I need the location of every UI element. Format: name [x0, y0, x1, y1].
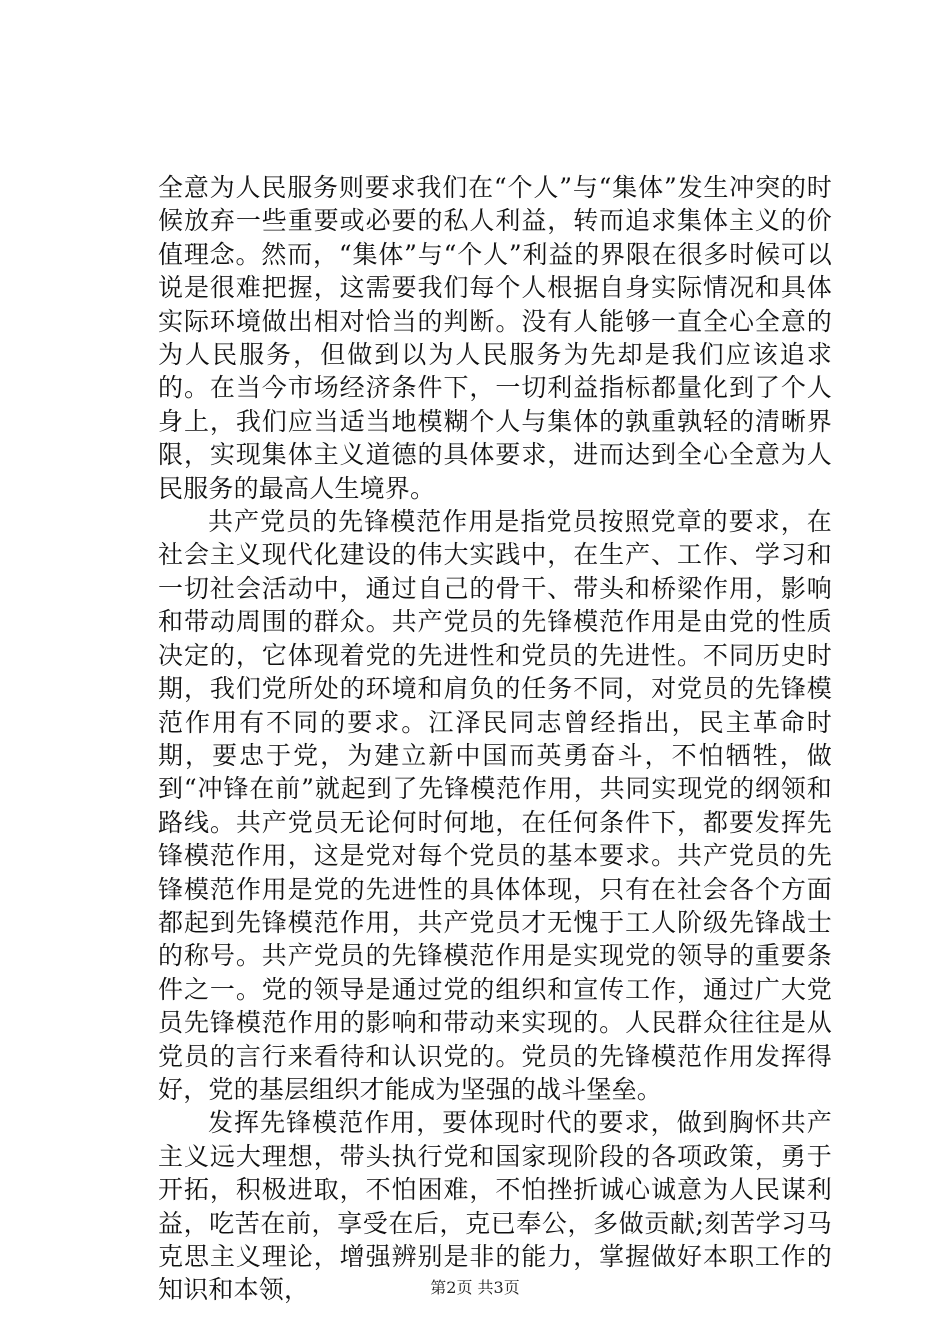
- paragraph-3: 发挥先锋模范作用，要体现时代的要求，做到胸怀共产主义远大理想，带头执行党和国家现阶段的各项政策，勇于开拓，积极进取，不怕困难，不怕挫折诚心诚意为人民谋利益，吃苦在前，享受在后，克已奉公，多做贡献;刻苦学习马克思主义理论，增强辨别是非的能力，掌握做好本职工作的知识和本领，: [158, 1108, 832, 1305]
- page-number-footer: 第2页 共3页: [430, 1278, 520, 1297]
- document-body: [158, 171, 832, 1307]
- paragraph-2: 共产党员的先锋模范作用是指党员按照党章的要求，在社会主义现代化建设的伟大实践中，在生产、工作、学习和一切社会活动中，通过自己的骨干、带头和桥梁作用，影响和带动周围的群众。共产党员的先锋模范作用是由党的性质决定的，它体现着党的先进性和党员的先进性。不同历史时期，我们党所处的环境和肩负的任务不同，对党员的先锋模范作用有不同的要求。江泽民同志曾经指出，民主革命时期，要忠于党，为建立新中国而英勇奋斗，不怕牺牲，做到“冲锋在前”就起到了先锋模范作用，共同实现党的纲领和路线。共产党员无论何时何地，在任何条件下，都要发挥先锋模范作用，这是党对每个党员的基本要求。共产党员的先锋模范作用是党的先进性的具体体现，只有在社会各个方面都起到先锋模范作用，共产党员才无愧于工人阶级先锋战士的称号。共产党员的先锋模范作用是实现党的领导的重要条件之一。党的领导是通过党的组织和宣传工作，通过广大党员先锋模范作用的影响和带动来实现的。人民群众往往是从党员的言行来看待和认识党的。党员的先锋模范作用发挥得好，党的基层组织才能成为坚强的战斗堡垒。: [158, 507, 832, 1104]
- paragraph-1: 全意为人民服务则要求我们在“个人”与“集体”发生冲突的时候放弃一些重要或必要的私人利益，转而追求集体主义的价值理念。然而，“集体”与“个人”利益的界限在很多时候可以说是很难把握，这需要我们每个人根据自身实际情况和具体实际环境做出相对恰当的判断。没有人能够一直全心全意的为人民服务，但做到以为人民服务为先却是我们应该追求的。在当今市场经济条件下，一切利益指标都量化到了个人身上，我们应当适当地模糊个人与集体的孰重孰轻的清晰界限，实现集体主义道德的具体要求，进而达到全心全意为人民服务的最高人生境界。: [158, 173, 832, 503]
